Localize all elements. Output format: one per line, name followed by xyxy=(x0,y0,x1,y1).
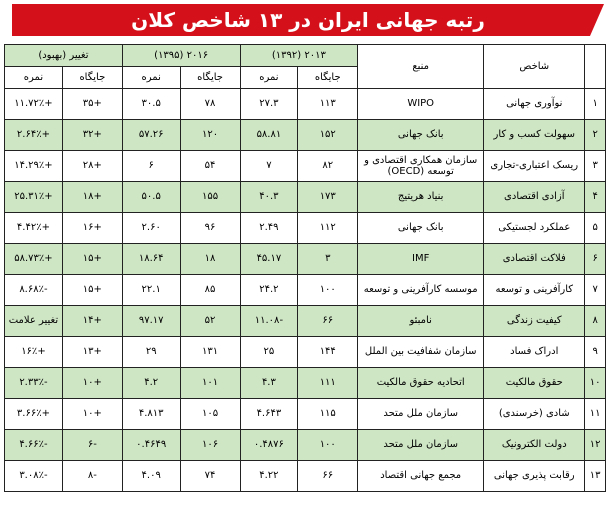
indicator-cell: حقوق مالکیت xyxy=(484,368,585,399)
indicator-cell: کارآفرینی و توسعه xyxy=(484,275,585,306)
score-2016-cell: ۰.۴۶۴۹ xyxy=(122,430,180,461)
source-cell: سازمان ملل متحد xyxy=(358,399,484,430)
rank-2016-cell: ۱۵۵ xyxy=(180,182,240,213)
table-row xyxy=(5,151,606,182)
page-title: رتبه جهانی ایران در ۱۳ شاخص کلان xyxy=(131,8,485,32)
rank-change-cell: -۶ xyxy=(62,430,122,461)
table-row xyxy=(5,368,606,399)
rank-2013-cell: ۱۱۳ xyxy=(298,89,358,120)
rank-2013-cell: ۱۰۰ xyxy=(298,430,358,461)
table-body xyxy=(5,89,606,492)
score-2013-cell: ۲۷.۳ xyxy=(240,89,298,120)
header-rank-2016: جایگاه xyxy=(180,67,240,89)
indicator-cell: سهولت کسب و کار xyxy=(484,120,585,151)
table-row xyxy=(5,337,606,368)
rank-2013-cell: ۶۶ xyxy=(298,461,358,492)
indicator-cell: نوآوری جهانی xyxy=(484,89,585,120)
indicator-cell: دولت الکترونیک xyxy=(484,430,585,461)
score-2013-cell: ۴۰.۳ xyxy=(240,182,298,213)
row-number: ۵ xyxy=(585,213,606,244)
score-2013-cell: ۴.۶۴۳ xyxy=(240,399,298,430)
score-2016-cell: ۹۷.۱۷ xyxy=(122,306,180,337)
rank-2013-cell: ۱۷۳ xyxy=(298,182,358,213)
score-2016-cell: ۴.۸۱۳ xyxy=(122,399,180,430)
score-change-cell: -۲.۳۳٪ xyxy=(5,368,63,399)
score-2016-cell: ۱۸.۶۴ xyxy=(122,244,180,275)
source-cell: سازمان شفافیت بین الملل xyxy=(358,337,484,368)
header-rank-change: جایگاه xyxy=(62,67,122,89)
score-2013-cell: ۲۵ xyxy=(240,337,298,368)
score-2016-cell: ۵۰.۵ xyxy=(122,182,180,213)
row-number: ۳ xyxy=(585,151,606,182)
source-cell: بنیاد هریتیج xyxy=(358,182,484,213)
rank-2016-cell: ۱۸ xyxy=(180,244,240,275)
rank-change-cell: +۳۵ xyxy=(62,89,122,120)
indicator-cell: شادی (خرسندی) xyxy=(484,399,585,430)
rank-change-cell: +۲۸ xyxy=(62,151,122,182)
rank-change-cell: +۱۵ xyxy=(62,275,122,306)
rank-change-cell: +۱۶ xyxy=(62,213,122,244)
rankings-table xyxy=(4,44,606,492)
source-cell: اتحادیه حقوق مالکیت xyxy=(358,368,484,399)
title-banner xyxy=(12,4,604,36)
score-change-cell: +۱۱.۷۲٪ xyxy=(5,89,63,120)
rank-change-cell: +۱۴ xyxy=(62,306,122,337)
header-score-2016: نمره xyxy=(122,67,180,89)
rank-2013-cell: ۱۱۲ xyxy=(298,213,358,244)
score-2016-cell: ۴.۲ xyxy=(122,368,180,399)
row-number: ۹ xyxy=(585,337,606,368)
rank-2013-cell: ۶۶ xyxy=(298,306,358,337)
rank-2013-cell: ۱۰۰ xyxy=(298,275,358,306)
rank-2013-cell: ۸۲ xyxy=(298,151,358,182)
rank-change-cell: +۱۳ xyxy=(62,337,122,368)
source-cell: بانک جهانی xyxy=(358,120,484,151)
score-change-cell: +۲۵.۳۱٪ xyxy=(5,182,63,213)
score-2016-cell: ۶ xyxy=(122,151,180,182)
row-number: ۸ xyxy=(585,306,606,337)
row-number: ۷ xyxy=(585,275,606,306)
score-2013-cell: ۲.۴۹ xyxy=(240,213,298,244)
rank-2016-cell: ۷۸ xyxy=(180,89,240,120)
rank-change-cell: -۸ xyxy=(62,461,122,492)
source-cell: نامبئو xyxy=(358,306,484,337)
score-change-cell: -۸.۶۸٪ xyxy=(5,275,63,306)
score-2013-cell: -۱۱.۰۸ xyxy=(240,306,298,337)
rank-2013-cell: ۱۵۲ xyxy=(298,120,358,151)
header-number xyxy=(585,45,606,89)
rank-2016-cell: ۱۰۶ xyxy=(180,430,240,461)
rank-change-cell: +۱۵ xyxy=(62,244,122,275)
header-source: منبع xyxy=(358,45,484,89)
rank-2013-cell: ۱۱۵ xyxy=(298,399,358,430)
row-number: ۱۳ xyxy=(585,461,606,492)
source-cell: سازمان ملل متحد xyxy=(358,430,484,461)
score-2013-cell: ۴.۲۲ xyxy=(240,461,298,492)
table-row xyxy=(5,461,606,492)
rank-change-cell: +۱۰ xyxy=(62,368,122,399)
source-cell: مجمع جهانی اقتصاد xyxy=(358,461,484,492)
score-change-cell: +۲.۶۴٪ xyxy=(5,120,63,151)
indicator-cell: فلاکت اقتصادی xyxy=(484,244,585,275)
header-score-2013: نمره xyxy=(240,67,298,89)
score-2016-cell: ۲.۶۰ xyxy=(122,213,180,244)
rank-2016-cell: ۱۲۰ xyxy=(180,120,240,151)
rank-change-cell: +۱۰ xyxy=(62,399,122,430)
rank-change-cell: +۳۲ xyxy=(62,120,122,151)
table-row xyxy=(5,120,606,151)
banner-corner-cut xyxy=(590,4,604,36)
source-cell: IMF xyxy=(358,244,484,275)
rank-2016-cell: ۱۰۵ xyxy=(180,399,240,430)
table-row xyxy=(5,399,606,430)
table-row xyxy=(5,89,606,120)
header-change: تغییر (بهبود) xyxy=(5,45,123,67)
rank-2016-cell: ۵۲ xyxy=(180,306,240,337)
source-cell: سازمان همکاری اقتصادی و توسعه (OECD) xyxy=(358,151,484,182)
header-rank-2013: جایگاه xyxy=(298,67,358,89)
rank-2016-cell: ۷۴ xyxy=(180,461,240,492)
table-row xyxy=(5,306,606,337)
indicator-cell: ریسک اعتباری-تجاری xyxy=(484,151,585,182)
score-2016-cell: ۲۹ xyxy=(122,337,180,368)
row-number: ۴ xyxy=(585,182,606,213)
rank-2016-cell: ۱۰۱ xyxy=(180,368,240,399)
score-2013-cell: ۴.۳ xyxy=(240,368,298,399)
rank-2016-cell: ۵۴ xyxy=(180,151,240,182)
score-change-cell: تغییر علامت xyxy=(5,306,63,337)
indicator-cell: رقابت پذیری جهانی xyxy=(484,461,585,492)
score-2016-cell: ۳۰.۵ xyxy=(122,89,180,120)
indicator-cell: کیفیت زندگی xyxy=(484,306,585,337)
rank-2013-cell: ۳ xyxy=(298,244,358,275)
score-change-cell: +۴.۴۲٪ xyxy=(5,213,63,244)
score-change-cell: +۳.۶۶٪ xyxy=(5,399,63,430)
score-2016-cell: ۵۷.۲۶ xyxy=(122,120,180,151)
score-2013-cell: ۵۸.۸۱ xyxy=(240,120,298,151)
row-number: ۱۲ xyxy=(585,430,606,461)
score-change-cell: +۵۸.۷۳٪ xyxy=(5,244,63,275)
score-2013-cell: ۲۴.۲ xyxy=(240,275,298,306)
rank-2013-cell: ۱۱۱ xyxy=(298,368,358,399)
score-change-cell: -۴.۶۶٪ xyxy=(5,430,63,461)
header-2016: ۲۰۱۶ (۱۳۹۵) xyxy=(122,45,240,67)
table-row xyxy=(5,244,606,275)
score-2013-cell: ۷ xyxy=(240,151,298,182)
rank-change-cell: +۱۸ xyxy=(62,182,122,213)
score-change-cell: +۱۶٪ xyxy=(5,337,63,368)
header-2013: ۲۰۱۳ (۱۳۹۲) xyxy=(240,45,358,67)
row-number: ۱ xyxy=(585,89,606,120)
title-area xyxy=(0,0,610,40)
rank-2016-cell: ۹۶ xyxy=(180,213,240,244)
table-row xyxy=(5,275,606,306)
header-score-change: نمره xyxy=(5,67,63,89)
row-number: ۲ xyxy=(585,120,606,151)
row-number: ۶ xyxy=(585,244,606,275)
score-2013-cell: ۴۵.۱۷ xyxy=(240,244,298,275)
source-cell: موسسه کارآفرینی و توسعه xyxy=(358,275,484,306)
score-change-cell: +۱۴.۲۹٪ xyxy=(5,151,63,182)
row-number: ۱۰ xyxy=(585,368,606,399)
source-cell: بانک جهانی xyxy=(358,213,484,244)
score-2016-cell: ۲۲.۱ xyxy=(122,275,180,306)
rank-2016-cell: ۸۵ xyxy=(180,275,240,306)
indicator-cell: ادراک فساد xyxy=(484,337,585,368)
header-indicator: شاخص xyxy=(484,45,585,89)
score-2016-cell: ۴.۰۹ xyxy=(122,461,180,492)
score-2013-cell: ۰.۴۸۷۶ xyxy=(240,430,298,461)
rank-2016-cell: ۱۳۱ xyxy=(180,337,240,368)
indicator-cell: آزادی اقتصادی xyxy=(484,182,585,213)
indicator-cell: عملکرد لجستیکی xyxy=(484,213,585,244)
source-cell: WIPO xyxy=(358,89,484,120)
score-change-cell: -۳.۰۸٪ xyxy=(5,461,63,492)
row-number: ۱۱ xyxy=(585,399,606,430)
rank-2013-cell: ۱۴۴ xyxy=(298,337,358,368)
table-row xyxy=(5,213,606,244)
table-row xyxy=(5,430,606,461)
table-row xyxy=(5,182,606,213)
